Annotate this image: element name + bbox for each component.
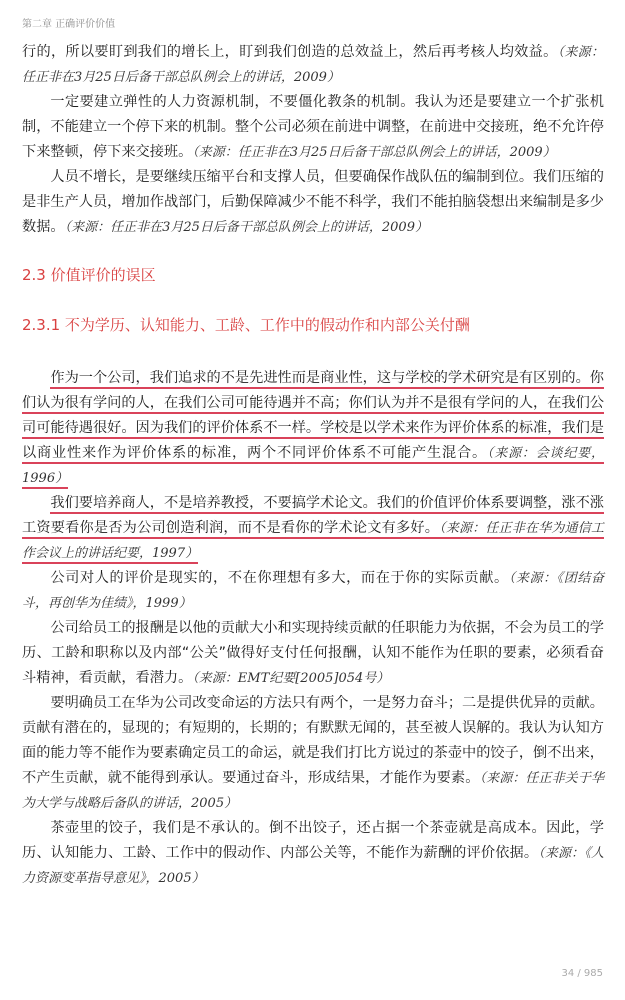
- paragraph-text: 行的，所以要盯到我们的增长上，盯到我们创造的总效益上，然后再考核人均效益。: [22, 44, 558, 60]
- subsection-heading: 2.3.1 不为学历、认知能力、工龄、工作中的假动作和内部公关付酬: [22, 316, 470, 334]
- paragraph-text: 一定要建立弹性的人力资源机制，不要僵化教条的机制。我认为还是要建立一个扩张机制，不能建立一个停下来的机制。整个公司必须在前进中调整，在前进中交接班，绝不允许停下来整顿，停下来交接班。: [22, 94, 604, 160]
- paragraph: [22, 616, 604, 691]
- source-citation: （来源：任正非在3月25日后备干部总队例会上的讲话，2009）: [64, 220, 428, 235]
- paragraph-text[interactable]: 作为一个公司，我们追求的不是先进性而是商业性，这与学校的学术研究是有区别的。你们认为很有学问的人，在我们公司可能待遇并不高；你们认为并不是很有学问的人，在我们公司可能待遇很好。因为我们的评价体系不一样。学校是以学术来作为评价体系的标准，我们是以商业性来作为评价体系的标准，两个不同评价体系不可能产生混合。: [22, 370, 604, 464]
- paragraph-text[interactable]: 我们要培养商人，不是培养教授，不要搞学术论文。我们的价值评价体系要调整，涨不涨工资要看你是否为公司创造利润，而不是看你的学术论文有多好。: [22, 495, 604, 539]
- source-citation: （来源：任正非在3月25日后备干部总队例会上的讲话，2009）: [22, 45, 604, 85]
- highlighted-paragraph: [22, 491, 604, 566]
- paragraph-text: 要明确员工在华为公司改变命运的方法只有两个，一是努力奋斗；二是提供优异的贡献。贡献有潜在的，显现的；有短期的，长期的；有默默无闻的，甚至被人误解的。我认为认知方面的能力等不能作为要素确定员工的命运，就是我们打比方说过的茶壶中的饺子，倒不出来，不产生贡献，就不能得到承认。要通过奋斗，形成结果，才能作为要素。: [22, 695, 604, 786]
- source-citation[interactable]: （来源：任正非在华为通信工作会议上的讲话纪要，1997）: [22, 521, 604, 564]
- paragraph: [22, 816, 604, 891]
- running-header: 第二章 正确评价价值: [22, 19, 116, 30]
- highlighted-paragraph: [22, 366, 604, 491]
- paragraph-text: 茶壶里的饺子，我们是不承认的。倒不出饺子，还占据一个茶壶就是高成本。因此，学历、认知能力、工龄、工作中的假动作、内部公关等，不能作为薪酬的评价依据。: [22, 820, 604, 861]
- section-heading: 2.3 价值评价的误区: [22, 266, 156, 284]
- paragraph-text: 公司给员工的报酬是以他的贡献大小和实现持续贡献的任职能力为依据，不会为员工的学历、工龄和职称以及内部“公关”做得好支付任何报酬，认知不能作为任职的要素，必须看奋斗精神，看贡献，看潜力。: [22, 620, 604, 686]
- source-citation: （来源：《人力资源变革指导意见》，2005）: [22, 846, 604, 886]
- source-citation: （来源：任正非在3月25日后备干部总队例会上的讲话，2009）: [192, 145, 556, 160]
- source-citation: （来源：EMT纪要[2005]054号）: [192, 671, 390, 686]
- paragraph-text: 公司对人的评价是现实的，不在你理想有多大，而在于你的实际贡献。: [50, 570, 509, 586]
- paragraph: [22, 691, 604, 816]
- source-citation[interactable]: （来源：会谈纪要，1996）: [22, 446, 604, 489]
- source-citation: （来源：《团结奋斗，再创华为佳绩》，1999）: [22, 571, 604, 611]
- paragraph-text: 人员不增长，是要继续压缩平台和支撑人员，但要确保作战队伍的编制到位。我们压缩的是非生产人员，增加作战部门，后勤保障减少不能不科学，我们不能拍脑袋想出来编制是多少数据。: [22, 169, 604, 235]
- paragraph: [22, 90, 604, 165]
- page-number: 34 / 985: [561, 968, 603, 979]
- page-content: [22, 40, 604, 891]
- paragraph: [22, 165, 604, 240]
- source-citation: （来源：任正非关于华为大学与战略后备队的讲话，2005）: [22, 771, 604, 811]
- paragraph: [22, 566, 604, 616]
- paragraph: [22, 40, 604, 90]
